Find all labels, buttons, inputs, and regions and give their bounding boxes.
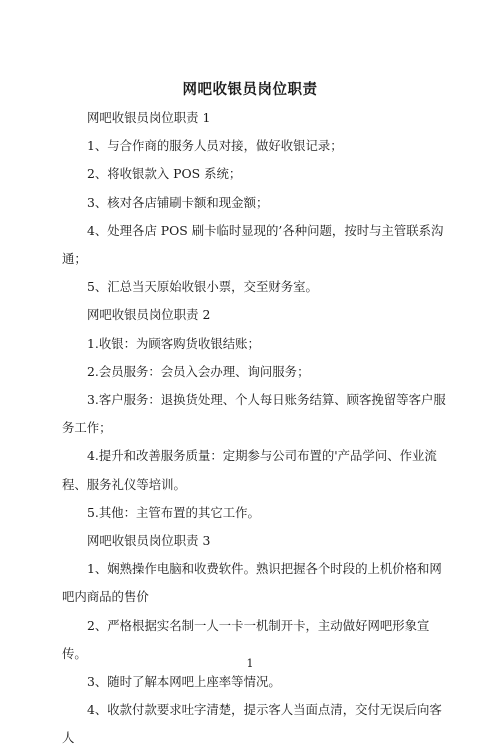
paragraph-heading-2: 网吧收银员岗位职责 2: [87, 307, 211, 323]
paragraph-heading-1: 网吧收银员岗位职责 1: [87, 110, 211, 125]
page-number: 1: [246, 657, 254, 670]
paragraph: 4、处理各店 POS 刷卡临时显现的’各种问题，按时与主管联系沟通；: [62, 222, 444, 267]
paragraph: 1、娴熟操作电脑和收费软件。熟识把握各个时段的上机价格和网吧内商品的售价: [62, 561, 442, 605]
paragraph-heading-3: 网吧收银员岗位职责 3: [87, 533, 211, 549]
paragraph: 5、汇总当天原始收银小票，交至财务室。: [87, 279, 318, 295]
paragraph: 3.客户服务：退换货处理、个人每日账务结算、顾客挽留等客户服务工作；: [62, 392, 446, 436]
document-title: 网吧收银员岗位职责: [182, 82, 318, 98]
paragraph: 3、随时了解本网吧上座率等情况。: [87, 674, 281, 690]
paragraph: 4、收款付款要求吐字清楚，提示客人当面点清，交付无误后向客人: [62, 702, 442, 746]
paragraph: 1.收银：为顾客购货收银结账；: [87, 335, 260, 351]
paragraph: 2、严格根据实名制一人一卡一机制开卡，主动做好网吧形象宣传。: [62, 617, 430, 661]
paragraph: 5.其他：主管布置的其它工作。: [87, 504, 260, 520]
paragraph: 4.提升和改善服务质量：定期参与公司布置的'产品学问、作业流程、服务礼仪等培训。: [62, 448, 437, 492]
paragraph: 2、将收银款入 POS 系统；: [87, 166, 242, 182]
document-body: [62, 104, 454, 753]
paragraph: 1、与合作商的服务人员对接，做好收银记录；: [87, 138, 343, 154]
paragraph: 2.会员服务：会员入会办理、询问服务；: [87, 363, 310, 379]
paragraph: 3、核对各店铺刷卡额和现金额；: [87, 194, 269, 210]
